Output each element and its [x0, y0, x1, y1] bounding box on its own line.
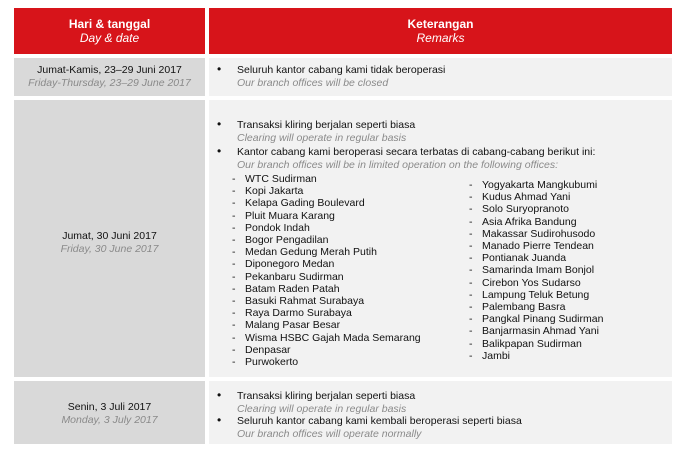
list-item: - Kopi Jakarta — [232, 185, 421, 197]
row-3-remark-1 — [217, 390, 415, 415]
list-item: - Pluit Muara Karang — [232, 210, 421, 222]
header-date-id: Hari & tanggal — [68, 17, 151, 31]
list-item: - Solo Suryopranoto — [469, 203, 603, 215]
row-3-date-id: Senin, 3 Juli 2017 — [67, 401, 152, 413]
remark-text-en: Clearing will operate in regular basis — [237, 402, 407, 415]
list-item: - Kudus Ahmad Yani — [469, 191, 603, 203]
row-3-remark-2 — [217, 415, 522, 440]
row-2-date — [14, 100, 205, 377]
row-1-date-en: Friday-Thursday, 23–29 June 2017 — [28, 76, 191, 89]
list-item: - Jambi — [469, 350, 603, 362]
list-item: - Pekanbaru Sudirman — [232, 271, 421, 283]
remark-text-en: Our branch offices will operate normally — [237, 427, 422, 440]
remark-text-en: Our branch offices will be closed — [237, 76, 389, 89]
list-item: - Malang Pasar Besar — [232, 319, 421, 331]
list-item: - Raya Darmo Surabaya — [232, 307, 421, 319]
remark-text-en: Clearing will operate in regular basis — [237, 131, 407, 144]
remark-text: • Transaksi kliring berjalan seperti biasa — [237, 119, 416, 131]
list-item: - Banjarmasin Ahmad Yani — [469, 325, 603, 337]
list-item: - Balikpapan Sudirman — [469, 338, 603, 350]
row-2-remarks — [209, 100, 672, 377]
list-item: - Samarinda Imam Bonjol — [469, 264, 603, 276]
list-item: - WTC Sudirman — [232, 173, 421, 185]
row-2-remark-1 — [217, 119, 415, 144]
row-3-date-en: Monday, 3 July 2017 — [61, 413, 158, 426]
header-date — [14, 8, 205, 54]
list-item: - Yogyakarta Mangkubumi — [469, 179, 603, 191]
row-1-remark-1 — [217, 64, 445, 89]
list-item: - Purwokerto — [232, 356, 421, 368]
list-item: - Wisma HSBC Gajah Mada Semarang — [232, 332, 421, 344]
header-remarks — [209, 8, 672, 54]
row-1-date-id: Jumat-Kamis, 23–29 Juni 2017 — [37, 64, 182, 76]
list-item: - Diponegoro Medan — [232, 258, 421, 270]
row-3-remarks — [209, 381, 672, 444]
list-item: - Pondok Indah — [232, 222, 421, 234]
remark-text: • Seluruh kantor cabang kami kembali beroperasi seperti biasa — [237, 415, 522, 427]
list-item: - Cirebon Yos Sudarso — [469, 277, 603, 289]
header-date-en: Day & date — [79, 31, 140, 45]
list-item: - Denpasar — [232, 344, 421, 356]
list-item: - Batam Raden Patah — [232, 283, 421, 295]
row-1-date — [14, 58, 205, 96]
header-remarks-id: Keterangan — [407, 17, 474, 31]
list-item: - Manado Pierre Tendean — [469, 240, 603, 252]
row-2-date-en: Friday, 30 June 2017 — [60, 242, 159, 255]
list-item: - Palembang Basra — [469, 301, 603, 313]
row-3-date — [14, 381, 205, 444]
list-item: - Pontianak Juanda — [469, 252, 603, 264]
row-1-remarks — [209, 58, 672, 96]
list-item: - Bogor Pengadilan — [232, 234, 421, 246]
list-item: - Medan Gedung Merah Putih — [232, 246, 421, 258]
list-item: - Makassar Sudirohusodo — [469, 228, 603, 240]
remark-text-en: Our branch offices will be in limited operation on the following offices: — [237, 158, 558, 171]
list-item: - Kelapa Gading Boulevard — [232, 197, 421, 209]
office-list-right — [469, 179, 603, 362]
header-remarks-en: Remarks — [416, 31, 465, 45]
list-item: - Basuki Rahmat Surabaya — [232, 295, 421, 307]
list-item: - Lampung Teluk Betung — [469, 289, 603, 301]
list-item: - Asia Afrika Bandung — [469, 216, 603, 228]
remark-text: • Seluruh kantor cabang kami tidak beroperasi — [237, 64, 446, 76]
row-2-date-id: Jumat, 30 Juni 2017 — [62, 230, 157, 242]
list-item: - Pangkal Pinang Sudirman — [469, 313, 603, 325]
office-list-left — [232, 173, 421, 368]
remark-text: • Kantor cabang kami beroperasi secara terbatas di cabang-cabang berikut ini: — [237, 146, 596, 158]
remark-text: • Transaksi kliring berjalan seperti biasa — [237, 390, 416, 402]
row-2-remark-2 — [217, 146, 595, 171]
